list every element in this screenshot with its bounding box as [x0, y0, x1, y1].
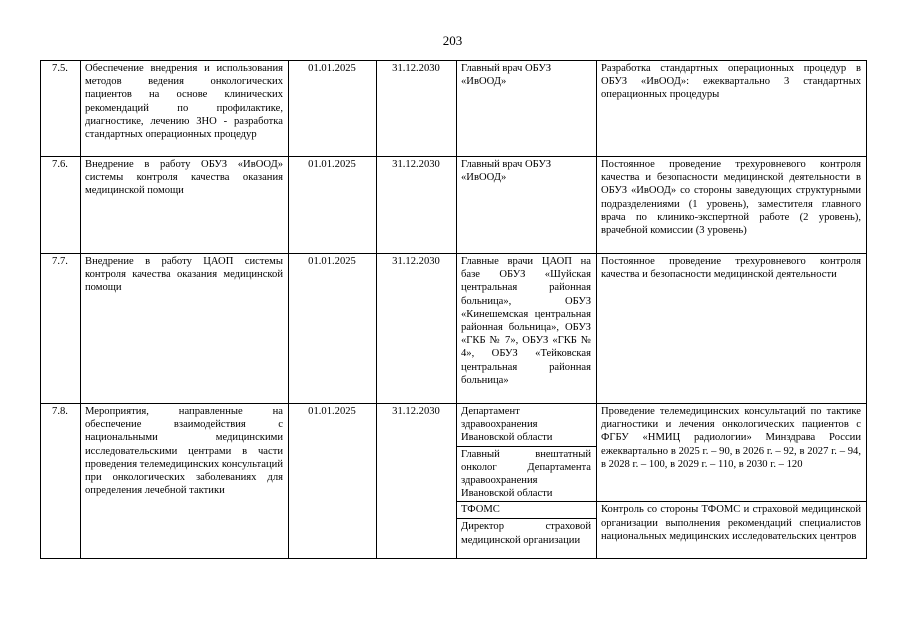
end-date-cell: 31.12.2030 — [377, 254, 457, 404]
table-row — [41, 404, 867, 447]
responsible-cell: Главный врач ОБУЗ «ИвООД» — [457, 157, 597, 254]
responsible-cell: Главный внештатный онколог Департамента здравоохранения Ивановской области — [457, 446, 597, 502]
row-number: 7.7. — [41, 254, 81, 404]
table-row — [41, 157, 867, 254]
responsible-cell: Главный врач ОБУЗ «ИвООД» — [457, 61, 597, 157]
table-row — [41, 254, 867, 404]
activity-cell: Обеспечение внедрения и использования методов ведения онкологических пациентов на основе клинических рекомендаций по профилактике, диагностике, лечению ЗНО - разработка стандартных операционных процедур — [81, 61, 289, 157]
end-date-cell: 31.12.2030 — [377, 404, 457, 559]
table-row — [41, 61, 867, 157]
row-number: 7.8. — [41, 404, 81, 559]
responsible-cell: Главные врачи ЦАОП на базе ОБУЗ «Шуйская центральная районная больница», ОБУЗ «Кинешемская центральная районная больница», ОБУЗ «ГКБ № 7», ОБУЗ «ГКБ № 4», ОБУЗ «Тейковская центральная районная больница» — [457, 254, 597, 404]
activity-cell: Мероприятия, направленные на обеспечение взаимодействия с национальными медицинскими исследовательскими центрами в части проведения телемедицинских консультаций при онкологических заболеваниях для определения лечебной тактики — [81, 404, 289, 559]
activities-table — [40, 60, 867, 559]
start-date-cell: 01.01.2025 — [289, 404, 377, 559]
start-date-cell: 01.01.2025 — [289, 61, 377, 157]
end-date-cell: 31.12.2030 — [377, 157, 457, 254]
result-cell: Разработка стандартных операционных процедур в ОБУЗ «ИвООД»: ежеквартально 3 стандартных операционных процедуры — [597, 61, 867, 157]
page-number: 203 — [442, 33, 463, 48]
result-cell: Проведение телемедицинских консультаций по тактике диагностики и лечения онкологических пациентов с ФГБУ «НМИЦ радиологии» Минздрава России ежеквартально в 2025 г. – 90, в 2026 г. – 92, в 2027 г. – 94, в 2028 г. – 100, в 2029 г. – 110, в 2030 г. – 120 — [597, 404, 867, 502]
result-cell: Контроль со стороны ТФОМС и страховой медицинской организации выполнения рекомендаций специалистов национальных медицинских исследовательских центров — [597, 502, 867, 559]
activity-cell: Внедрение в работу ЦАОП системы контроля качества оказания медицинской помощи — [81, 254, 289, 404]
activity-cell: Внедрение в работу ОБУЗ «ИвООД» системы контроля качества оказания медицинской помощи — [81, 157, 289, 254]
row-number: 7.5. — [41, 61, 81, 157]
row-number: 7.6. — [41, 157, 81, 254]
result-cell: Постоянное проведение трехуровневого контроля качества и безопасности медицинской деятельности в ОБУЗ «ИвООД» со стороны заведующих структурными подразделениями (1 уровень), заместителя главного врача по клинико-экспертной работе (2 уровень), врачебной комиссии (3 уровень) — [597, 157, 867, 254]
responsible-cell: Департамент здравоохранения Ивановской области — [457, 404, 597, 447]
responsible-cell: Директор страховой медицинской организации — [457, 519, 597, 559]
start-date-cell: 01.01.2025 — [289, 157, 377, 254]
end-date-cell: 31.12.2030 — [377, 61, 457, 157]
start-date-cell: 01.01.2025 — [289, 254, 377, 404]
responsible-cell: ТФОМС — [457, 502, 597, 519]
result-cell: Постоянное проведение трехуровневого контроля качества и безопасности медицинской деятельности — [597, 254, 867, 404]
